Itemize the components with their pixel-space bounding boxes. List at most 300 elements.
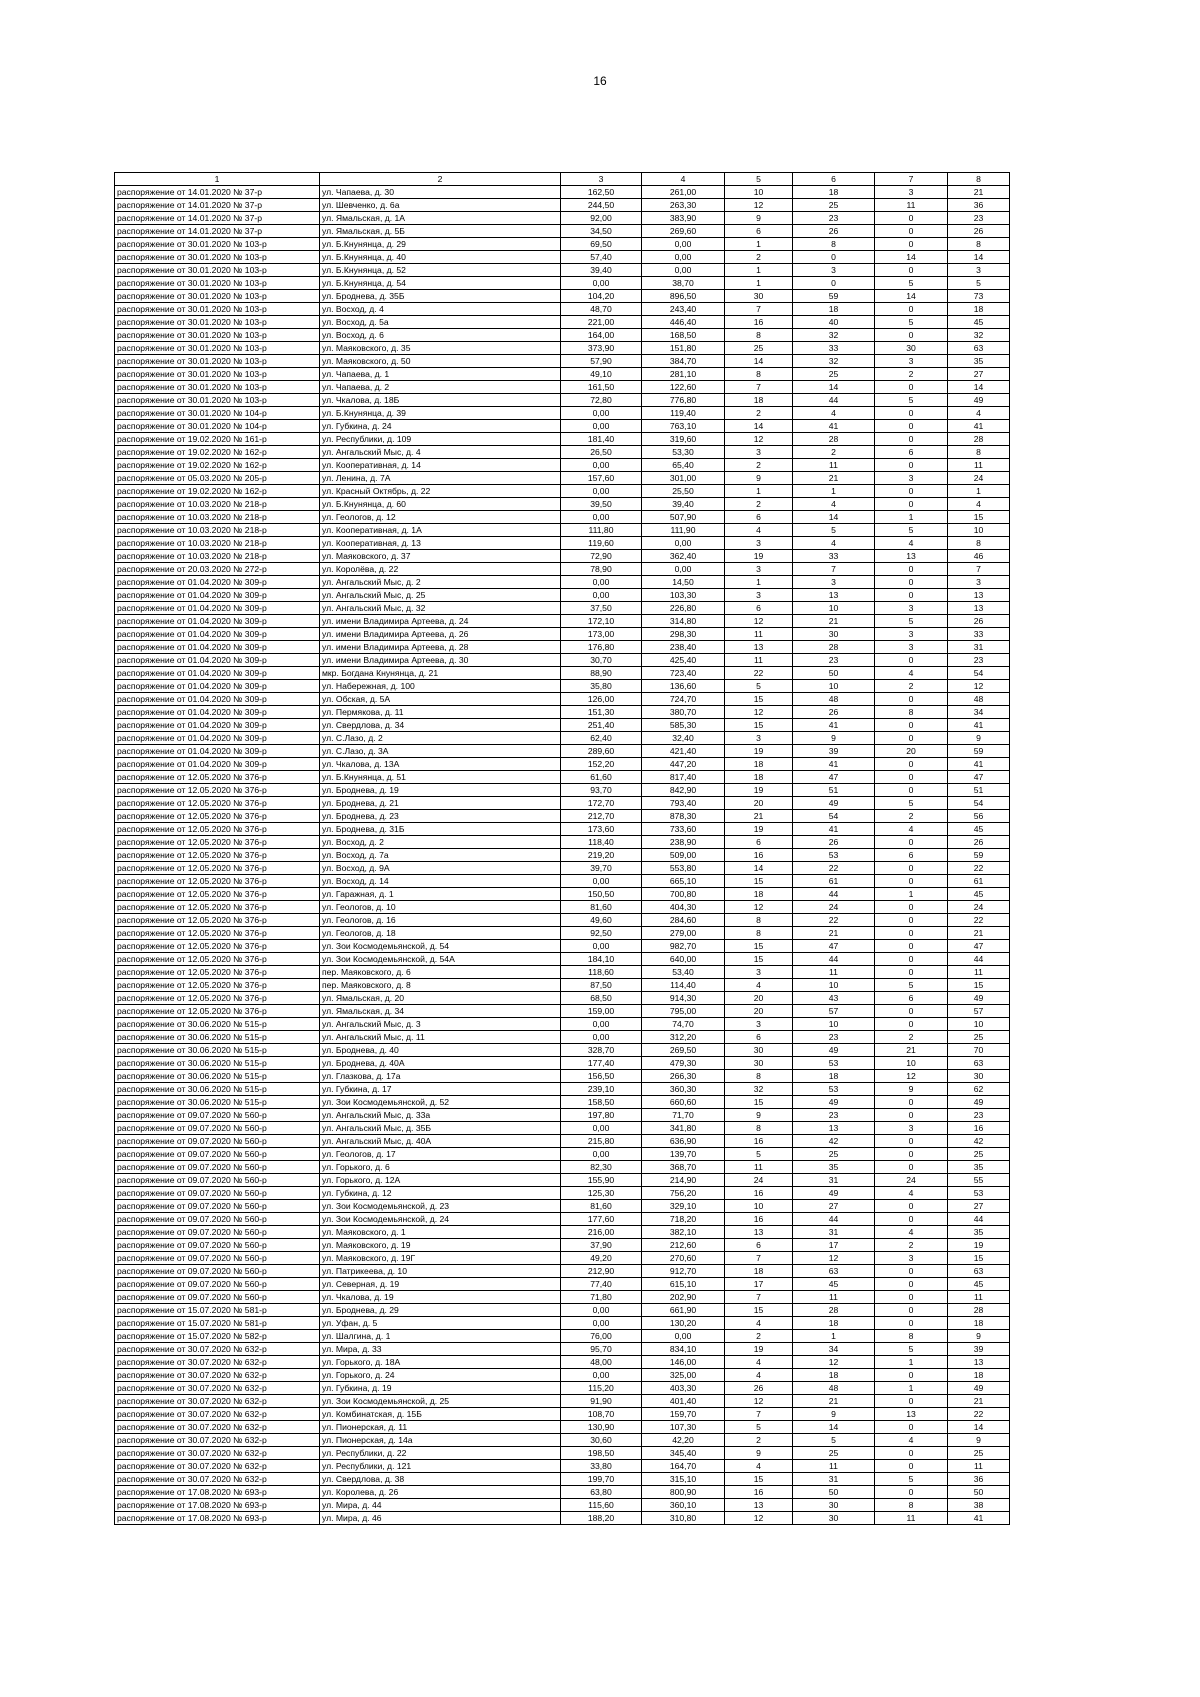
count-cell: 2 xyxy=(793,446,875,459)
page-number: 16 xyxy=(593,74,607,88)
table-row xyxy=(115,550,1010,563)
count-cell: 0 xyxy=(875,1447,948,1460)
count-cell: 16 xyxy=(725,316,793,329)
order-cell: распоряжение от 01.04.2020 № 309-р xyxy=(115,615,320,628)
order-cell: распоряжение от 09.07.2020 № 560-р xyxy=(115,1226,320,1239)
value-cell: 92,00 xyxy=(561,212,642,225)
total-cell: 12 xyxy=(948,680,1010,693)
order-cell: распоряжение от 14.01.2020 № 37-р xyxy=(115,212,320,225)
order-cell: распоряжение от 12.05.2020 № 376-р xyxy=(115,914,320,927)
count-cell: 2 xyxy=(875,1239,948,1252)
table-row xyxy=(115,1460,1010,1473)
count-cell: 0 xyxy=(793,251,875,264)
count-cell: 4 xyxy=(725,1356,793,1369)
value-cell: 49,60 xyxy=(561,914,642,927)
value-cell: 219,20 xyxy=(561,849,642,862)
order-cell: распоряжение от 30.01.2020 № 103-р xyxy=(115,277,320,290)
value-cell: 103,30 xyxy=(642,589,725,602)
count-cell: 18 xyxy=(725,758,793,771)
count-cell: 16 xyxy=(725,849,793,862)
value-cell: 74,70 xyxy=(642,1018,725,1031)
address-cell: ул. Ямальская, д. 1А xyxy=(320,212,561,225)
count-cell: 5 xyxy=(725,1148,793,1161)
count-cell: 3 xyxy=(875,602,948,615)
value-cell: 553,80 xyxy=(642,862,725,875)
count-cell: 35 xyxy=(793,1161,875,1174)
count-cell: 17 xyxy=(793,1239,875,1252)
order-cell: распоряжение от 30.06.2020 № 515-р xyxy=(115,1018,320,1031)
count-cell: 20 xyxy=(875,745,948,758)
count-cell: 18 xyxy=(793,1317,875,1330)
total-cell: 4 xyxy=(948,407,1010,420)
address-cell: ул. Зои Космодемьянской, д. 24 xyxy=(320,1213,561,1226)
count-cell: 26 xyxy=(725,1382,793,1395)
value-cell: 82,30 xyxy=(561,1161,642,1174)
table-row xyxy=(115,628,1010,641)
address-cell: ул. Зои Космодемьянской, д. 54А xyxy=(320,953,561,966)
order-cell: распоряжение от 12.05.2020 № 376-р xyxy=(115,823,320,836)
total-cell: 8 xyxy=(948,446,1010,459)
count-cell: 0 xyxy=(875,563,948,576)
value-cell: 62,40 xyxy=(561,732,642,745)
address-cell: ул. имени Владимира Артеева, д. 26 xyxy=(320,628,561,641)
value-cell: 0,00 xyxy=(561,485,642,498)
value-cell: 763,10 xyxy=(642,420,725,433)
count-cell: 14 xyxy=(875,251,948,264)
address-cell: ул. Маяковского, д. 19Г xyxy=(320,1252,561,1265)
order-cell: распоряжение от 05.03.2020 № 205-р xyxy=(115,472,320,485)
table-row xyxy=(115,342,1010,355)
table-row xyxy=(115,1187,1010,1200)
table-row xyxy=(115,1083,1010,1096)
value-cell: 0,00 xyxy=(561,589,642,602)
value-cell: 0,00 xyxy=(642,563,725,576)
count-cell: 31 xyxy=(793,1174,875,1187)
count-cell: 34 xyxy=(793,1343,875,1356)
total-cell: 47 xyxy=(948,771,1010,784)
address-cell: ул. Королёва, д. 22 xyxy=(320,563,561,576)
count-cell: 5 xyxy=(875,524,948,537)
address-cell: ул. Броднева, д. 31Б xyxy=(320,823,561,836)
count-cell: 0 xyxy=(875,498,948,511)
table-row xyxy=(115,212,1010,225)
count-cell: 23 xyxy=(793,1031,875,1044)
value-cell: 795,00 xyxy=(642,1005,725,1018)
count-cell: 3 xyxy=(875,641,948,654)
total-cell: 47 xyxy=(948,940,1010,953)
count-cell: 9 xyxy=(725,212,793,225)
address-cell: ул. Ямальская, д. 20 xyxy=(320,992,561,1005)
value-cell: 119,40 xyxy=(642,407,725,420)
value-cell: 982,70 xyxy=(642,940,725,953)
order-cell: распоряжение от 30.01.2020 № 103-р xyxy=(115,303,320,316)
value-cell: 817,40 xyxy=(642,771,725,784)
total-cell: 48 xyxy=(948,693,1010,706)
count-cell: 13 xyxy=(875,550,948,563)
value-cell: 173,60 xyxy=(561,823,642,836)
value-cell: 199,70 xyxy=(561,1473,642,1486)
order-cell: распоряжение от 01.04.2020 № 309-р xyxy=(115,680,320,693)
count-cell: 54 xyxy=(793,810,875,823)
count-cell: 15 xyxy=(725,953,793,966)
count-cell: 6 xyxy=(725,511,793,524)
value-cell: 157,60 xyxy=(561,472,642,485)
address-cell: ул. Зои Космодемьянской, д. 23 xyxy=(320,1200,561,1213)
count-cell: 9 xyxy=(875,1083,948,1096)
table-row xyxy=(115,680,1010,693)
count-cell: 1 xyxy=(875,511,948,524)
count-cell: 30 xyxy=(725,1057,793,1070)
count-cell: 0 xyxy=(875,901,948,914)
table-row xyxy=(115,1057,1010,1070)
count-cell: 11 xyxy=(725,654,793,667)
value-cell: 425,40 xyxy=(642,654,725,667)
address-cell: ул. Броднева, д. 23 xyxy=(320,810,561,823)
address-cell: ул. Мира, д. 33 xyxy=(320,1343,561,1356)
order-cell: распоряжение от 09.07.2020 № 560-р xyxy=(115,1135,320,1148)
count-cell: 1 xyxy=(725,576,793,589)
count-cell: 0 xyxy=(875,927,948,940)
table-row xyxy=(115,732,1010,745)
total-cell: 56 xyxy=(948,810,1010,823)
address-cell: ул. Геологов, д. 17 xyxy=(320,1148,561,1161)
count-cell: 3 xyxy=(793,264,875,277)
value-cell: 270,60 xyxy=(642,1252,725,1265)
total-cell: 13 xyxy=(948,589,1010,602)
count-cell: 3 xyxy=(875,472,948,485)
address-cell: ул. Восход, д. 9А xyxy=(320,862,561,875)
count-cell: 11 xyxy=(725,628,793,641)
count-cell: 13 xyxy=(725,1499,793,1512)
value-cell: 114,40 xyxy=(642,979,725,992)
order-cell: распоряжение от 12.05.2020 № 376-р xyxy=(115,836,320,849)
address-cell: ул. Шалгина, д. 1 xyxy=(320,1330,561,1343)
address-cell: ул. Красный Октябрь, д. 22 xyxy=(320,485,561,498)
table-row xyxy=(115,706,1010,719)
value-cell: 724,70 xyxy=(642,693,725,706)
order-cell: распоряжение от 09.07.2020 № 560-р xyxy=(115,1265,320,1278)
value-cell: 238,90 xyxy=(642,836,725,849)
order-cell: распоряжение от 01.04.2020 № 309-р xyxy=(115,576,320,589)
count-cell: 24 xyxy=(875,1174,948,1187)
count-cell: 12 xyxy=(793,1356,875,1369)
value-cell: 0,00 xyxy=(561,1031,642,1044)
count-cell: 26 xyxy=(793,836,875,849)
count-cell: 11 xyxy=(875,199,948,212)
count-cell: 6 xyxy=(725,1031,793,1044)
order-cell: распоряжение от 30.01.2020 № 104-р xyxy=(115,420,320,433)
value-cell: 661,90 xyxy=(642,1304,725,1317)
count-cell: 2 xyxy=(725,498,793,511)
count-cell: 8 xyxy=(725,927,793,940)
count-cell: 49 xyxy=(793,1096,875,1109)
value-cell: 118,40 xyxy=(561,836,642,849)
address-cell: ул. Ямальская, д. 5Б xyxy=(320,225,561,238)
value-cell: 92,50 xyxy=(561,927,642,940)
count-cell: 23 xyxy=(793,212,875,225)
total-cell: 21 xyxy=(948,186,1010,199)
count-cell: 40 xyxy=(793,316,875,329)
value-cell: 76,00 xyxy=(561,1330,642,1343)
total-cell: 42 xyxy=(948,1135,1010,1148)
value-cell: 162,50 xyxy=(561,186,642,199)
count-cell: 32 xyxy=(793,355,875,368)
address-cell: ул. Геологов, д. 18 xyxy=(320,927,561,940)
value-cell: 479,30 xyxy=(642,1057,725,1070)
total-cell: 63 xyxy=(948,342,1010,355)
count-cell: 3 xyxy=(725,732,793,745)
address-cell: ул. Горького, д. 18А xyxy=(320,1356,561,1369)
order-cell: распоряжение от 30.06.2020 № 515-р xyxy=(115,1057,320,1070)
count-cell: 21 xyxy=(793,927,875,940)
value-cell: 118,60 xyxy=(561,966,642,979)
table-row xyxy=(115,758,1010,771)
order-cell: распоряжение от 30.07.2020 № 632-р xyxy=(115,1395,320,1408)
count-cell: 9 xyxy=(725,472,793,485)
total-cell: 9 xyxy=(948,1434,1010,1447)
table-row xyxy=(115,355,1010,368)
value-cell: 125,30 xyxy=(561,1187,642,1200)
value-cell: 156,50 xyxy=(561,1070,642,1083)
order-cell: распоряжение от 10.03.2020 № 218-р xyxy=(115,524,320,537)
address-cell: ул. Маяковского, д. 1 xyxy=(320,1226,561,1239)
address-cell: ул. Зои Космодемьянской, д. 25 xyxy=(320,1395,561,1408)
order-cell: распоряжение от 17.08.2020 № 693-р xyxy=(115,1486,320,1499)
count-cell: 4 xyxy=(793,498,875,511)
count-cell: 12 xyxy=(725,901,793,914)
count-cell: 63 xyxy=(793,1265,875,1278)
total-cell: 62 xyxy=(948,1083,1010,1096)
address-cell: ул. Геологов, д. 12 xyxy=(320,511,561,524)
count-cell: 50 xyxy=(793,667,875,680)
value-cell: 26,50 xyxy=(561,446,642,459)
table-row xyxy=(115,1005,1010,1018)
table-row xyxy=(115,784,1010,797)
order-cell: распоряжение от 01.04.2020 № 309-р xyxy=(115,719,320,732)
address-cell: ул. Ангальский Мыс, д. 33а xyxy=(320,1109,561,1122)
count-cell: 0 xyxy=(875,914,948,927)
total-cell: 16 xyxy=(948,1122,1010,1135)
total-cell: 59 xyxy=(948,745,1010,758)
address-cell: ул. Б.Кнунянца, д. 29 xyxy=(320,238,561,251)
value-cell: 72,90 xyxy=(561,550,642,563)
order-cell: распоряжение от 14.01.2020 № 37-р xyxy=(115,225,320,238)
count-cell: 8 xyxy=(875,706,948,719)
total-cell: 18 xyxy=(948,303,1010,316)
value-cell: 95,70 xyxy=(561,1343,642,1356)
table-row xyxy=(115,823,1010,836)
count-cell: 8 xyxy=(875,1330,948,1343)
value-cell: 0,00 xyxy=(561,1304,642,1317)
address-cell: ул. Чапаева, д. 2 xyxy=(320,381,561,394)
total-cell: 30 xyxy=(948,1070,1010,1083)
total-cell: 39 xyxy=(948,1343,1010,1356)
count-cell: 14 xyxy=(793,1421,875,1434)
total-cell: 35 xyxy=(948,1161,1010,1174)
value-cell: 896,50 xyxy=(642,290,725,303)
count-cell: 3 xyxy=(875,1122,948,1135)
value-cell: 263,30 xyxy=(642,199,725,212)
count-cell: 7 xyxy=(725,1291,793,1304)
address-cell: ул. Губкина, д. 17 xyxy=(320,1083,561,1096)
total-cell: 35 xyxy=(948,1226,1010,1239)
value-cell: 0,00 xyxy=(642,1330,725,1343)
value-cell: 159,00 xyxy=(561,1005,642,1018)
address-cell: ул. Горького, д. 24 xyxy=(320,1369,561,1382)
total-cell: 10 xyxy=(948,524,1010,537)
value-cell: 37,50 xyxy=(561,602,642,615)
count-cell: 44 xyxy=(793,888,875,901)
total-cell: 51 xyxy=(948,784,1010,797)
table-row xyxy=(115,1304,1010,1317)
total-cell: 13 xyxy=(948,602,1010,615)
count-cell: 31 xyxy=(793,1473,875,1486)
total-cell: 70 xyxy=(948,1044,1010,1057)
order-cell: распоряжение от 12.05.2020 № 376-р xyxy=(115,862,320,875)
count-cell: 18 xyxy=(793,1070,875,1083)
value-cell: 723,40 xyxy=(642,667,725,680)
table-row xyxy=(115,485,1010,498)
count-cell: 0 xyxy=(875,1460,948,1473)
count-cell: 0 xyxy=(875,732,948,745)
column-header: 3 xyxy=(561,173,642,186)
count-cell: 10 xyxy=(793,1018,875,1031)
count-cell: 0 xyxy=(875,225,948,238)
order-cell: распоряжение от 12.05.2020 № 376-р xyxy=(115,875,320,888)
address-cell: ул. Броднева, д. 40А xyxy=(320,1057,561,1070)
value-cell: 164,70 xyxy=(642,1460,725,1473)
table-row xyxy=(115,797,1010,810)
total-cell: 5 xyxy=(948,277,1010,290)
address-cell: ул. Чапаева, д. 1 xyxy=(320,368,561,381)
value-cell: 48,00 xyxy=(561,1356,642,1369)
value-cell: 88,90 xyxy=(561,667,642,680)
table-row xyxy=(115,277,1010,290)
count-cell: 1 xyxy=(875,1382,948,1395)
order-cell: распоряжение от 01.04.2020 № 309-р xyxy=(115,706,320,719)
count-cell: 14 xyxy=(725,355,793,368)
value-cell: 660,60 xyxy=(642,1096,725,1109)
address-cell: ул. Набережная, д. 100 xyxy=(320,680,561,693)
count-cell: 22 xyxy=(793,914,875,927)
count-cell: 13 xyxy=(793,1122,875,1135)
order-cell: распоряжение от 12.05.2020 № 376-р xyxy=(115,810,320,823)
value-cell: 214,90 xyxy=(642,1174,725,1187)
count-cell: 61 xyxy=(793,875,875,888)
value-cell: 172,70 xyxy=(561,797,642,810)
order-cell: распоряжение от 30.07.2020 № 632-р xyxy=(115,1460,320,1473)
total-cell: 21 xyxy=(948,1395,1010,1408)
order-cell: распоряжение от 12.05.2020 № 376-р xyxy=(115,979,320,992)
count-cell: 33 xyxy=(793,550,875,563)
count-cell: 5 xyxy=(875,277,948,290)
table-row xyxy=(115,849,1010,862)
count-cell: 0 xyxy=(793,277,875,290)
count-cell: 4 xyxy=(793,537,875,550)
count-cell: 30 xyxy=(725,1044,793,1057)
count-cell: 0 xyxy=(875,1005,948,1018)
address-cell: ул. Губкина, д. 19 xyxy=(320,1382,561,1395)
count-cell: 2 xyxy=(875,680,948,693)
count-cell: 6 xyxy=(725,1239,793,1252)
value-cell: 284,60 xyxy=(642,914,725,927)
total-cell: 46 xyxy=(948,550,1010,563)
count-cell: 4 xyxy=(725,1369,793,1382)
order-cell: распоряжение от 12.05.2020 № 376-р xyxy=(115,797,320,810)
count-cell: 0 xyxy=(875,654,948,667)
total-cell: 14 xyxy=(948,381,1010,394)
order-cell: распоряжение от 01.04.2020 № 309-р xyxy=(115,732,320,745)
count-cell: 25 xyxy=(793,1447,875,1460)
count-cell: 48 xyxy=(793,693,875,706)
count-cell: 44 xyxy=(793,953,875,966)
order-cell: распоряжение от 30.06.2020 № 515-р xyxy=(115,1031,320,1044)
order-cell: распоряжение от 14.01.2020 № 37-р xyxy=(115,199,320,212)
table-row xyxy=(115,433,1010,446)
table-row xyxy=(115,1161,1010,1174)
table-row xyxy=(115,654,1010,667)
count-cell: 1 xyxy=(725,277,793,290)
table-row xyxy=(115,446,1010,459)
total-cell: 61 xyxy=(948,875,1010,888)
count-cell: 3 xyxy=(875,186,948,199)
data-table xyxy=(114,172,1010,1525)
table-row xyxy=(115,368,1010,381)
count-cell: 23 xyxy=(793,1109,875,1122)
total-cell: 45 xyxy=(948,316,1010,329)
count-cell: 0 xyxy=(875,836,948,849)
count-cell: 5 xyxy=(725,680,793,693)
count-cell: 9 xyxy=(793,1408,875,1421)
count-cell: 5 xyxy=(875,394,948,407)
order-cell: распоряжение от 10.03.2020 № 218-р xyxy=(115,537,320,550)
table-row xyxy=(115,615,1010,628)
address-cell: ул. Восход, д. 7а xyxy=(320,849,561,862)
value-cell: 188,20 xyxy=(561,1512,642,1525)
table-row xyxy=(115,329,1010,342)
order-cell: распоряжение от 12.05.2020 № 376-р xyxy=(115,992,320,1005)
value-cell: 615,10 xyxy=(642,1278,725,1291)
count-cell: 23 xyxy=(793,654,875,667)
value-cell: 800,90 xyxy=(642,1486,725,1499)
value-cell: 14,50 xyxy=(642,576,725,589)
table-row xyxy=(115,1265,1010,1278)
address-cell: ул. Кооперативная, д. 14 xyxy=(320,459,561,472)
count-cell: 4 xyxy=(793,407,875,420)
count-cell: 10 xyxy=(875,1057,948,1070)
count-cell: 32 xyxy=(793,329,875,342)
value-cell: 289,60 xyxy=(561,745,642,758)
address-cell: ул. Северная, д. 19 xyxy=(320,1278,561,1291)
value-cell: 122,60 xyxy=(642,381,725,394)
table-row xyxy=(115,1070,1010,1083)
count-cell: 5 xyxy=(875,316,948,329)
value-cell: 33,80 xyxy=(561,1460,642,1473)
total-cell: 31 xyxy=(948,641,1010,654)
count-cell: 49 xyxy=(793,797,875,810)
table-row xyxy=(115,1434,1010,1447)
count-cell: 5 xyxy=(793,524,875,537)
total-cell: 41 xyxy=(948,1512,1010,1525)
count-cell: 0 xyxy=(875,459,948,472)
count-cell: 0 xyxy=(875,264,948,277)
total-cell: 24 xyxy=(948,472,1010,485)
address-cell: ул. Комбинатская, д. 15Б xyxy=(320,1408,561,1421)
value-cell: 0,00 xyxy=(561,511,642,524)
value-cell: 38,70 xyxy=(642,277,725,290)
order-cell: распоряжение от 09.07.2020 № 560-р xyxy=(115,1200,320,1213)
total-cell: 26 xyxy=(948,225,1010,238)
